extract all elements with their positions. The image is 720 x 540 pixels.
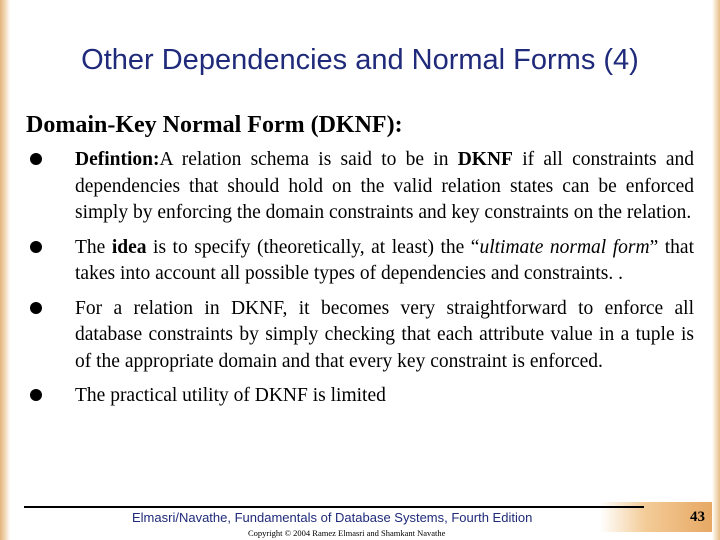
bullet-text-segment: if all constraints and dependencies that should hold on the valid relation states can be enforced simply by enforcing the domain constraints and key constraints on the relation. [75, 149, 694, 223]
bullet-text-segment: DKNF [457, 149, 513, 170]
page-number: 43 [690, 509, 705, 525]
bullet-dot-icon [30, 241, 42, 253]
section-heading: Domain-Key Normal Form (DKNF): [26, 112, 403, 138]
bullet-text [75, 235, 694, 288]
slide-title: Other Dependencies and Normal Forms (4) [81, 44, 639, 76]
bullet-text-segment: The practical utility of DKNF is limited [75, 385, 386, 406]
bullet-dot-icon [30, 153, 42, 165]
footer-divider [24, 506, 644, 508]
bullet-item [26, 147, 694, 227]
bullet-text-segment: A relation schema is said to be in [159, 149, 458, 170]
footer-citation: Elmasri/Navathe, Fundamentals of Database Systems, Fourth Edition [132, 510, 533, 525]
bullet-text-segment: idea [111, 236, 147, 258]
bullet-list [26, 147, 694, 418]
bullet-text-segment: The [75, 236, 112, 258]
bullet-text-segment: ultimate normal form [479, 236, 650, 258]
bullet-text-segment: Defintion: [75, 149, 160, 170]
bullet-text-segment: is to specify (theoretically, at least) the “ [146, 236, 480, 258]
decorative-left-edge [0, 0, 10, 540]
footer-copyright: Copyright © 2004 Ramez Elmasri and Shamkant Navathe [248, 528, 446, 538]
decorative-right-edge [712, 0, 720, 540]
bullet-dot-icon [30, 389, 42, 401]
bullet-item [26, 296, 694, 376]
bullet-text [75, 296, 694, 376]
bullet-text-segment: ” that takes into account all possible types of dependencies and constraints. . [75, 236, 694, 284]
bullet-text [75, 383, 694, 410]
bullet-text [75, 147, 694, 227]
bullet-item [26, 235, 694, 288]
bullet-text-segment: For a relation in DKNF, it becomes very straightforward to enforce all database constraints by simply checking that each attribute value in a tuple is of the appropriate domain and that every key constraint is enforced. [75, 297, 694, 372]
bullet-dot-icon [30, 302, 42, 314]
bullet-item [26, 383, 694, 410]
